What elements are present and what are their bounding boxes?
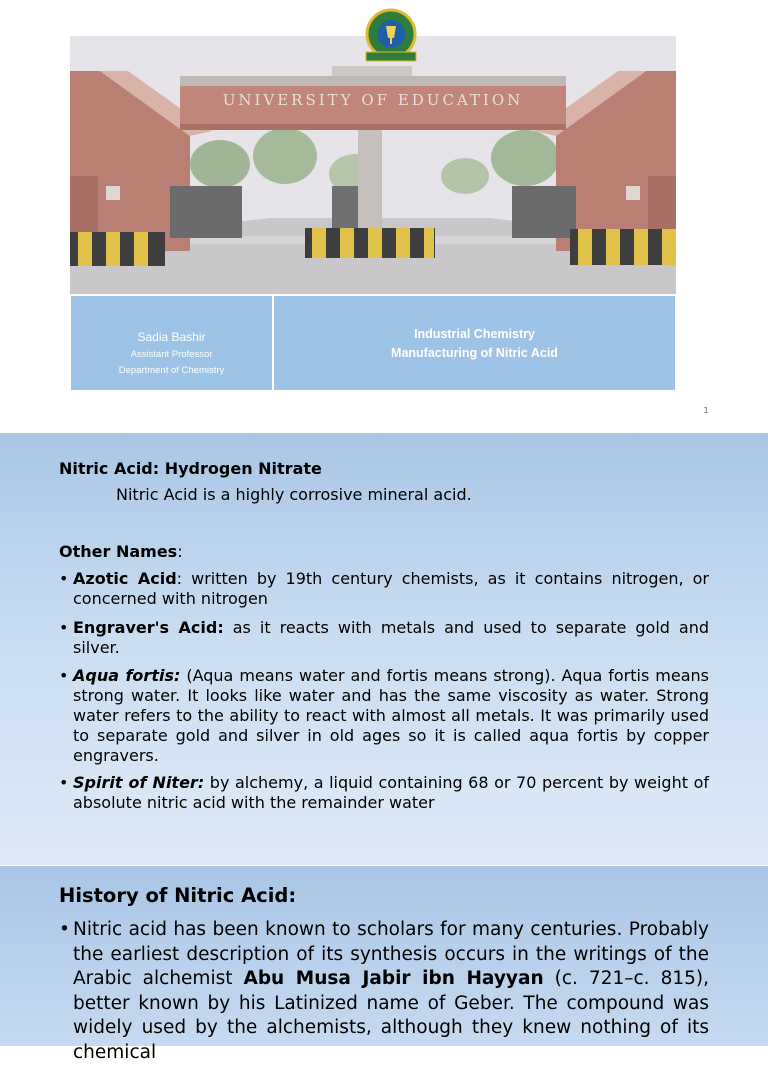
bullet-term: Spirit of Niter:	[73, 773, 205, 792]
university-logo	[360, 8, 422, 64]
bullet-text: (Aqua means water and fortis means strong). Aqua fortis means strong water. It looks like water and has the same viscosity as water. Strong water refers to the ability to react with almost all metals. It was primarily used to separate gold and silver in old ages so it is called aqua fortis by copper engravers.	[73, 666, 709, 765]
university-gate-photo	[70, 36, 676, 294]
list-item	[59, 918, 709, 1065]
other-names-colon: :	[177, 542, 183, 561]
other-names-heading	[59, 542, 183, 561]
bullet-dot: •	[59, 919, 70, 940]
bullet-text: written by 19th century chemists, as it contains nitrogen, or concerned with nitrogen	[73, 569, 709, 608]
history-text-part1: Nitric acid has been known to scholars for many centuries. Probably the earliest description of its synthesis occurs in the writings of the Arabic alchemist	[73, 919, 709, 989]
bullet-dot: •	[59, 773, 69, 792]
topic-title: Manufacturing of Nitric Acid	[391, 346, 558, 360]
bullet-text: as it reacts with metals and used to separate gold and silver.	[73, 618, 710, 657]
presenter-department: Department of Chemistry	[118, 365, 225, 376]
presenter-title: Assistant Professor	[130, 349, 213, 360]
course-panel	[274, 296, 675, 390]
bullet-text: by alchemy, a liquid containing 68 or 70 percent by weight of absolute nitric acid with the remainder water	[73, 773, 709, 812]
course-title: Industrial Chemistry	[414, 327, 535, 341]
history-text-part2: (c. 721–c. 815), better known by his Latinized name of Geber. The compound was widely used by the alchemists, although they knew nothing of its chemical	[73, 968, 709, 1063]
gate-sign-text: UNIVERSITY OF EDUCATION	[222, 91, 524, 109]
bullet-term: Engraver's Acid:	[73, 618, 224, 637]
other-names-label: Other Names	[59, 542, 178, 561]
intro-text: Nitric Acid is a highly corrosive mineral acid.	[116, 485, 472, 504]
title-slide	[0, 0, 768, 432]
history-slide	[0, 866, 768, 1063]
page-number: 1	[703, 406, 709, 415]
bullet-dot: •	[59, 618, 69, 637]
bullet-sep: :	[176, 569, 183, 588]
list-item	[59, 666, 709, 766]
history-text-bold: Abu Musa Jabir ibn Hayyan	[243, 968, 544, 989]
list-item	[59, 773, 709, 813]
bullet-term: Azotic Acid	[73, 569, 177, 588]
presenter-panel	[71, 296, 272, 390]
presenter-name: Sadia Bashir	[137, 330, 206, 344]
bullet-dot: •	[59, 666, 69, 685]
nitric-acid-slide	[0, 433, 768, 865]
list-item	[59, 618, 709, 658]
bullet-dot: •	[59, 569, 69, 588]
bullet-term: Aqua fortis:	[73, 666, 181, 685]
list-item	[59, 569, 709, 609]
slide-title: Nitric Acid: Hydrogen Nitrate	[59, 459, 322, 478]
slide-title: History of Nitric Acid:	[59, 884, 297, 907]
